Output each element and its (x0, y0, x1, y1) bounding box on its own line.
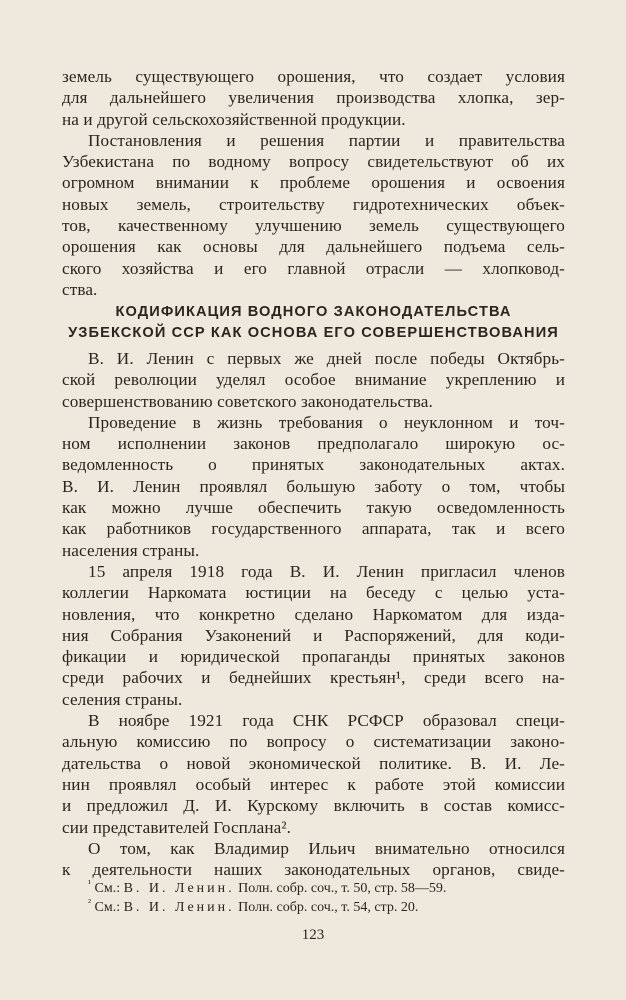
paragraph (62, 348, 565, 412)
text-line: ном исполнении законов предполагало широкую ос- (62, 434, 565, 454)
text-line: Проведение в жизнь требования о неуклонном и точ- (88, 412, 565, 432)
text-line: нин проявлял особый интерес к работе этой комиссии (62, 774, 565, 794)
footnote-1 (62, 879, 565, 898)
page-number: 123 (301, 927, 325, 943)
text-line: сии представителей Госплана². (62, 817, 292, 837)
text-line: на и другой сельскохозяйственной продукции. (62, 109, 406, 129)
text-line: фикации и юридической пропаганды принятых законов (62, 647, 565, 667)
text-line: ния Собрания Узаконений и Распоряжений, для коди- (62, 625, 565, 645)
text-line: ства. (62, 279, 98, 299)
heading-line: КОДИФИКАЦИЯ ВОДНОГО ЗАКОНОДАТЕЛЬСТВА (115, 304, 512, 320)
footnote-source: Полн. собр. соч., т. 50, стр. 58—59. (238, 881, 447, 896)
footnote-mark: ¹ (88, 878, 91, 890)
section-heading (62, 302, 565, 344)
text-line: и предложил Д. И. Курскому включить в состав комисс- (62, 796, 565, 816)
footnote-prefix: См.: (94, 881, 121, 896)
footnotes (62, 879, 565, 917)
text-line: Постановления и решения партии и правительства (88, 130, 565, 150)
text-line: среди рабочих и беднейших крестьян¹, среди всего на- (62, 668, 565, 688)
top-text-block (62, 66, 565, 300)
text-line: новления, что конкретно сделано Наркоматом для изда- (62, 604, 565, 624)
text-line: дательства о новой экономической политике. В. И. Ле- (62, 753, 565, 773)
text-line: ской революции уделял особое внимание укреплению и (62, 370, 565, 390)
footnote-author: В. И. Ленин. (123, 900, 235, 915)
text-line: ского хозяйства и его главной отрасли — хлопковод- (62, 258, 565, 278)
text-line: тов, качественному улучшению земель существующего (62, 216, 565, 236)
footnote-prefix: См.: (94, 900, 121, 915)
text-line: земель существующего орошения, что создает условия (62, 67, 565, 86)
text-line: совершенствованию советского законодательства. (62, 391, 433, 411)
text-line: к деятельности наших законодательных органов, свиде- (62, 860, 565, 880)
footnote-author: В. И. Ленин. (123, 881, 235, 896)
text-line: 15 апреля 1918 года В. И. Ленин пригласил членов (88, 561, 565, 581)
paragraph (62, 130, 565, 300)
text-line: как работников государственного аппарата, так и всего (62, 519, 565, 539)
text-line: орошения как основы для дальнейшего подъема сель- (62, 237, 565, 257)
paragraph (62, 66, 565, 130)
text-line: населения страны. (62, 540, 200, 560)
text-line: альную комиссию по вопросу о систематизации законо- (62, 732, 565, 752)
text-line: для дальнейшего увеличения производства хлопка, зер- (62, 88, 565, 108)
paragraph (62, 412, 565, 561)
text-line: селения страны. (62, 689, 183, 709)
text-line: Узбекистана по водному вопросу свидетельствуют об их (62, 152, 565, 172)
paragraph (62, 838, 565, 881)
text-line: огромном внимании к проблеме орошения и освоения (62, 173, 565, 193)
text-line: коллегии Наркомата юстиции на беседу с целью уста- (62, 583, 565, 603)
heading-line: УЗБЕКСКОЙ ССР КАК ОСНОВА ЕГО СОВЕРШЕНСТВОВАНИЯ (68, 325, 559, 341)
text-line: ведомленность о принятых законодательных актах. (62, 455, 565, 475)
footnote-mark: ² (88, 897, 91, 909)
text-line: В. И. Ленин с первых же дней после победы Октябрь- (88, 349, 565, 368)
paragraph (62, 561, 565, 710)
text-line: В. И. Ленин проявлял большую заботу о том, чтобы (62, 476, 565, 496)
paragraph (62, 710, 565, 838)
footnote-2 (62, 898, 565, 917)
text-line: О том, как Владимир Ильич внимательно относился (88, 838, 565, 858)
text-line: новых земель, строительству гидротехнических объек- (62, 194, 565, 214)
text-line: как можно лучше обеспечить такую осведомленность (62, 498, 565, 518)
main-text-block (62, 348, 565, 880)
text-line: В ноябре 1921 года СНК РСФСР образовал специ- (88, 711, 565, 731)
footnote-source: Полн. собр. соч., т. 54, стр. 20. (238, 900, 419, 915)
